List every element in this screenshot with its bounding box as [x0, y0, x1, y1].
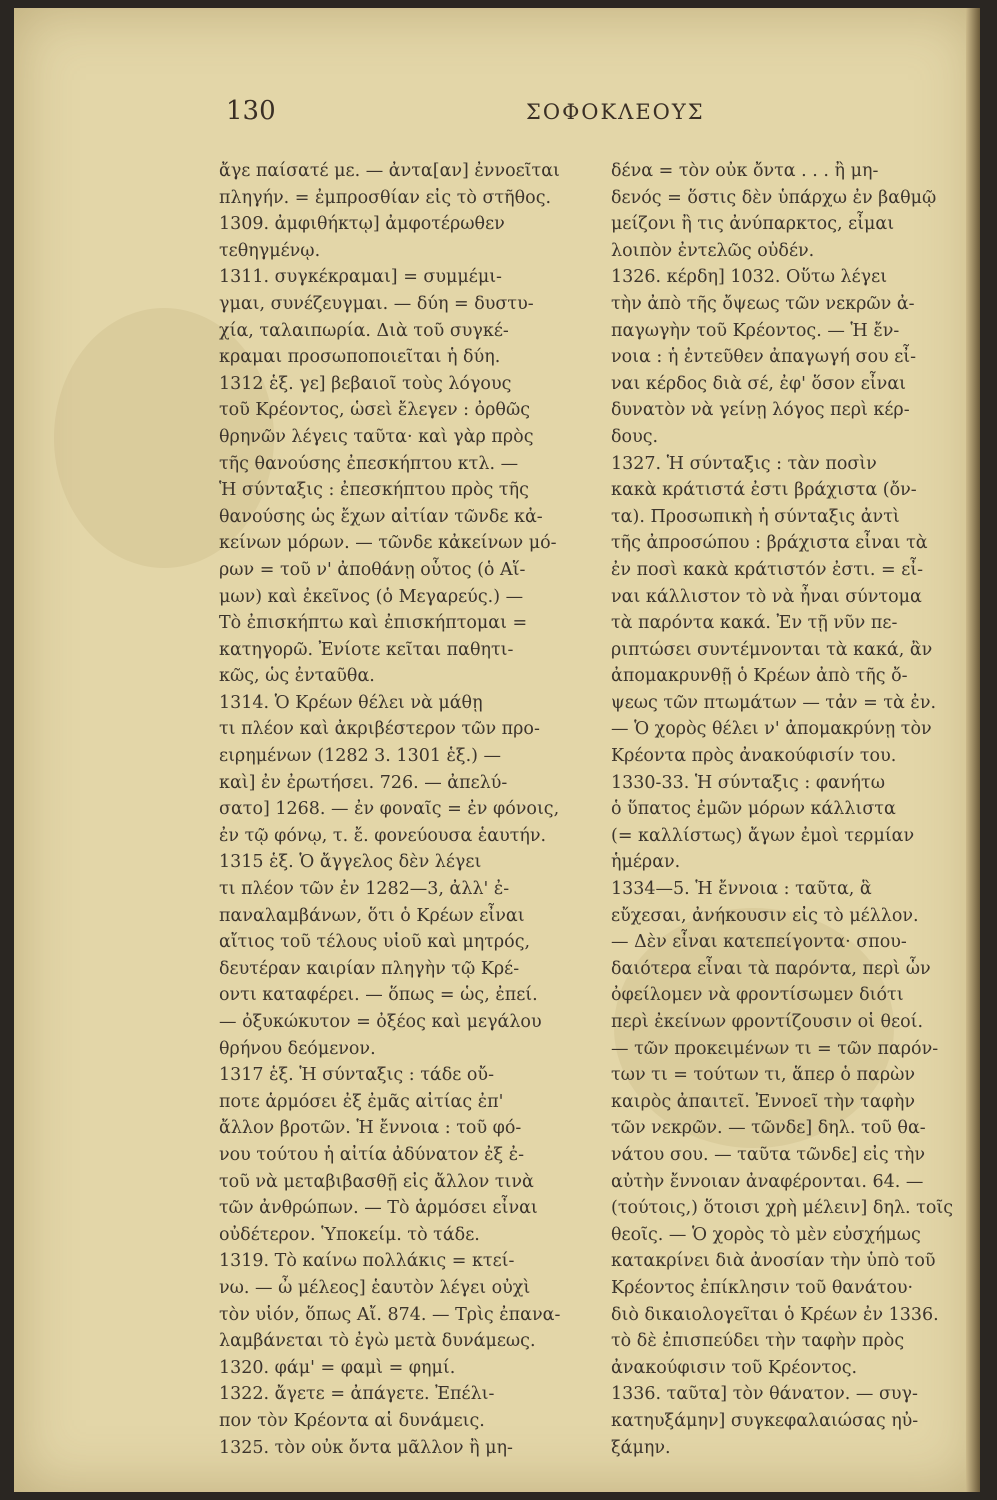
text-line: 1317 ἑξ. Ἡ σύνταξις : τάδε οὔ-	[219, 1065, 494, 1086]
text-line: τοῦ νὰ μεταβιβασθῇ εἰς ἄλλον τινὰ	[219, 1171, 534, 1192]
text-line: 1322. ἄγετε = ἀπάγετε. Ἐπέλι-	[219, 1384, 495, 1405]
text-line: ναι κάλλιστον τὸ νὰ ἦναι σύντομα	[611, 586, 922, 607]
text-line: αὐτὴν ἔννοιαν ἀναφέρονται. 64. —	[611, 1171, 924, 1192]
text-line: διὸ δικαιολογεῖται ὁ Κρέων ἐν 1336.	[611, 1304, 939, 1325]
text-line: τοῦ Κρέοντος, ὡσεὶ ἔλεγεν : ὀρθῶς	[219, 400, 531, 421]
text-line: χία, ταλαιπωρία. Διὰ τοῦ συγκέ-	[219, 320, 509, 341]
text-line: τὸν υἱόν, ὅπως Αἴ. 874. — Τρὶς ἐπανα-	[219, 1304, 561, 1325]
text-line: ριπτώσει συντέμνονται τὰ κακά, ἂν	[611, 639, 933, 660]
text-line: θανούσης ὡς ἔχων αἰτίαν τῶνδε κἀ-	[219, 506, 543, 527]
text-line: οὐδέτερον. Ὑποκείμ. τὸ τάδε.	[219, 1224, 480, 1245]
text-line: αἴτιος τοῦ τέλους υἱοῦ καὶ μητρός,	[219, 932, 531, 953]
text-line: κατακρίνει διὰ ἀνοσίαν τὴν ὑπὸ τοῦ	[611, 1251, 936, 1272]
text-line: κείνων μόρων. — τῶνδε κἀκείνων μό-	[219, 533, 557, 554]
text-line: νάτου σου. — ταῦτα τῶνδε] εἰς τὴν	[611, 1144, 926, 1165]
text-line: — ὀξυκώκυτον = ὀξέος καὶ μεγάλου	[219, 1012, 542, 1032]
text-line: 1334—5. Ἡ ἔννοια : ταῦτα, ἃ	[611, 879, 872, 900]
text-line: τῶν νεκρῶν. — τῶνδε] δηλ. τοῦ θα-	[611, 1118, 926, 1139]
book-page	[14, 8, 980, 1492]
text-line: δους.	[611, 426, 659, 447]
text-line: (τούτοις,) ὅτοισι χρὴ μέλειν] δηλ. τοῖς	[611, 1198, 954, 1219]
text-line: 1311. συγκέκραμαι] = συμμέμι-	[219, 267, 502, 288]
text-line: ἡμέραν.	[611, 852, 681, 873]
text-line: οντι καταφέρει. — ὅπως = ὡς, ἐπεί.	[219, 985, 538, 1006]
text-line: — τῶν προκειμένων τι = τῶν παρόν-	[611, 1038, 939, 1059]
text-line: ἐν τῷ φόνῳ, τ. ἔ. φονεύουσα ἑαυτήν.	[219, 825, 547, 846]
text-line: τὴν ἀπὸ τῆς ὄψεως τῶν νεκρῶν ἀ-	[611, 293, 915, 314]
text-line: τεθηγμένῳ.	[219, 240, 321, 261]
text-line: τὸ δὲ ἐπισπεύδει τὴν ταφὴν πρὸς	[611, 1331, 905, 1352]
text-line: εὔχεσαι, ἀνήκουσιν εἰς τὸ μέλλον.	[611, 905, 919, 926]
text-line: παναλαμβάνων, ὅτι ὁ Κρέων εἶναι	[219, 905, 525, 926]
text-line: ψεως τῶν πτωμάτων — τἀν = τὰ ἐν.	[611, 692, 937, 713]
text-line: δαιότερα εἶναι τὰ παρόντα, περὶ ὧν	[611, 958, 931, 979]
right-column	[611, 158, 971, 1461]
text-line: σατο] 1268. — ἐν φοναῖς = ἐν φόνοις,	[219, 799, 560, 820]
text-line: ὁ ὕπατος ἐμῶν μόρων κάλλιστα	[611, 799, 896, 820]
text-line: 1327. Ἡ σύνταξις : τὰν ποσὶν	[611, 453, 877, 474]
page-number: 130	[226, 96, 276, 126]
text-line: κῶς, ὡς ἐνταῦθα.	[219, 666, 375, 687]
text-line: ὀφείλομεν νὰ φροντίσωμεν διότι	[611, 985, 904, 1006]
left-column	[219, 158, 594, 1461]
text-line: πληγήν. = ἐμπροσθίαν εἰς τὸ στῆθος.	[219, 187, 552, 208]
text-line: 1330-33. Ἡ σύνταξις : φανήτω	[611, 772, 885, 793]
text-line: μείζονι ἢ τις ἀνύπαρκτος, εἶμαι	[611, 214, 895, 235]
text-line: πον τὸν Κρέοντα αἱ δυνάμεις.	[219, 1410, 485, 1431]
text-line: δενός = ὅστις δὲν ὑπάρχω ἐν βαθμῷ	[611, 187, 937, 208]
text-line: δευτέραν καιρίαν πληγὴν τῷ Κρέ-	[219, 958, 520, 979]
text-line: κακὰ κράτιστά ἐστι βράχιστα (ὄν-	[611, 480, 917, 501]
text-line: 1314. Ὁ Κρέων θέλει νὰ μάθῃ	[219, 692, 483, 713]
text-line: δυνατὸν νὰ γείνῃ λόγος περὶ κέρ-	[611, 400, 910, 421]
text-line: τῶν ἀνθρώπων. — Τὸ ἁρμόσει εἶναι	[219, 1198, 538, 1219]
text-line: νου τούτου ἡ αἰτία ἀδύνατον ἐξ ἐ-	[219, 1144, 525, 1165]
text-line: 1320. φάμ' = φαμὶ = φημί.	[219, 1357, 456, 1378]
text-line: ἐν ποσὶ κακὰ κράτιστόν ἐστι. = εἶ-	[611, 559, 924, 580]
text-line: τι πλέον καὶ ἀκριβέστερον τῶν προ-	[219, 719, 540, 740]
text-line: τῆς θανούσης ἐπεσκήπτου κτλ. —	[219, 453, 519, 474]
text-line: — Δὲν εἶναι κατεπείγοντα· σπου-	[611, 932, 907, 953]
text-line: 1309. ἀμφιθήκτῳ] ἀμφοτέρωθεν	[219, 214, 505, 235]
text-line: κατηγορῶ. Ἐνίοτε κεῖται παθητι-	[219, 639, 514, 660]
text-line: 1315 ἑξ. Ὁ ἄγγελος δὲν λέγει	[219, 852, 482, 873]
text-line: ἀπομακρυνθῇ ὁ Κρέων ἀπὸ τῆς ὄ-	[611, 666, 908, 687]
text-line: ξάμην.	[611, 1437, 671, 1458]
text-line: ποτε ἁρμόσει ἐξ ἐμᾶς αἰτίας ἐπ'	[219, 1091, 504, 1112]
text-line: λοιπὸν ἐντελῶς οὐδέν.	[611, 240, 815, 261]
text-line: Ἡ σύνταξις : ἐπεσκήπτου πρὸς τῆς	[219, 480, 529, 501]
text-line: 1326. κέρδη] 1032. Οὕτω λέγει	[611, 267, 888, 288]
text-line: (= καλλίστως) ἄγων ἐμοὶ τερμίαν	[611, 825, 915, 846]
text-line: Κρέοντος ἐπίκλησιν τοῦ θανάτου·	[611, 1277, 914, 1298]
text-line: νοια : ἡ ἐντεῦθεν ἀπαγωγή σου εἶ-	[611, 347, 917, 368]
text-line: παγωγὴν τοῦ Κρέοντος. — Ἡ ἔν-	[611, 320, 900, 341]
text-line: — Ὁ χορὸς θέλει ν' ἀπομακρύνῃ τὸν	[611, 719, 932, 740]
text-line: ρων = τοῦ ν' ἀποθάνῃ οὗτος (ὁ Αἵ-	[219, 559, 526, 580]
text-line: μων) καὶ ἐκεῖνος (ὁ Μεγαρεύς.) —	[219, 586, 524, 607]
text-line: 1336. ταῦτα] τὸν θάνατον. — συγ-	[611, 1384, 918, 1405]
text-line: περὶ ἐκείνων φροντίζουσιν οἱ θεοί.	[611, 1012, 924, 1032]
text-line: λαμβάνεται τὸ ἐγὼ μετὰ δυνάμεως.	[219, 1331, 536, 1352]
running-title: ΣΟΦΟΚΛΕΟΥΣ	[526, 100, 705, 124]
text-line: 1325. τὸν οὐκ ὄντα μᾶλλον ἢ μη-	[219, 1437, 513, 1458]
text-line: κραμαι προσωποποιεῖται ἡ δύη.	[219, 347, 501, 368]
text-line: θρήνου δεόμενον.	[219, 1038, 376, 1059]
page-header	[226, 96, 705, 132]
text-line: καιρὸς ἀπαιτεῖ. Ἐννοεῖ τὴν ταφὴν	[611, 1091, 916, 1112]
text-line: ἀνακούφισιν τοῦ Κρέοντος.	[611, 1357, 858, 1378]
text-line: τὰ παρόντα κακά. Ἐν τῇ νῦν πε-	[611, 613, 898, 634]
text-line: νω. — ὦ μέλεος] ἑαυτὸν λέγει οὐχὶ	[219, 1277, 531, 1298]
text-line: θεοῖς. — Ὁ χορὸς τὸ μὲν εὐσχήμως	[611, 1224, 921, 1245]
text-line: ναι κέρδος διὰ σέ, ἐφ' ὅσον εἶναι	[611, 373, 907, 394]
text-line: καὶ] ἐν ἐρωτήσει. 726. — ἀπελύ-	[219, 772, 508, 793]
text-line: γμαι, συνέζευγμαι. — δύη = δυστυ-	[219, 293, 534, 314]
text-line: τι πλέον τῶν ἐν 1282—3, ἀλλ' ἐ-	[219, 879, 510, 900]
text-line: Τὸ ἐπισκήπτω καὶ ἐπισκήπτομαι =	[219, 613, 528, 634]
text-line: 1319. Τὸ καίνω πολλάκις = κτεί-	[219, 1251, 515, 1272]
text-line: τα). Προσωπικὴ ἡ σύνταξις ἀντὶ	[611, 506, 900, 527]
text-line: ἄλλον βροτῶν. Ἡ ἔννοια : τοῦ φό-	[219, 1118, 522, 1139]
text-line: ἄγε παίσατέ με. — ἀντα[αν] ἐννοεῖται	[219, 161, 560, 181]
text-line: τῆς ἀπροσώπου : βράχιστα εἶναι τὰ	[611, 533, 928, 554]
text-line: θρηνῶν λέγεις ταῦτα· καὶ γὰρ πρὸς	[219, 426, 534, 447]
text-line: δένα = τὸν οὐκ ὄντα . . . ἢ μη-	[611, 161, 879, 181]
text-line: 1312 ἑξ. γε] βεβαιοῖ τοὺς λόγους	[219, 373, 512, 394]
text-line: κατηυξάμην] συγκεφαλαιώσας ηὐ-	[611, 1410, 919, 1431]
text-line: ειρημένων (1282 3. 1301 ἑξ.) —	[219, 746, 502, 767]
text-line: των τι = τούτων τι, ἅπερ ὁ παρὼν	[611, 1065, 916, 1086]
text-line: Κρέοντα πρὸς ἀνακούφισίν του.	[611, 746, 897, 767]
